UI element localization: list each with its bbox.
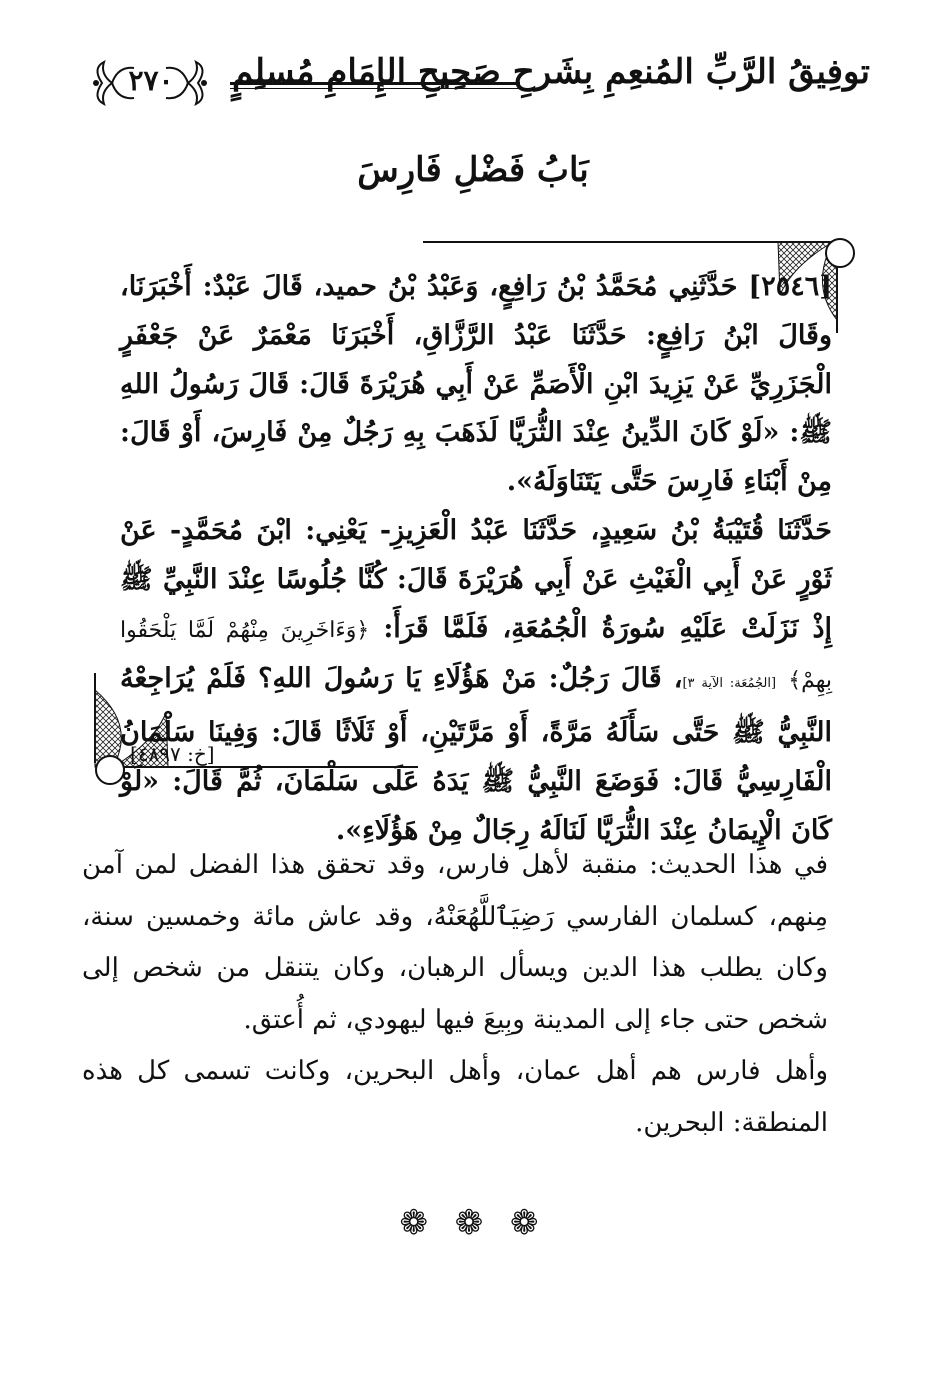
hadith-paragraph-1: [٢٥٤٦] حَدَّثَنِي مُحَمَّدُ بْنُ رَافِعٍ، وَعَبْدُ بْنُ حميد، قَالَ عَبْدٌ: أَخْبَرَنَا، وقَالَ ابْنُ رَافِعٍ: حَدَّثَنَا عَبْدُ الرَّزَّاقِ، أَخْبَرَنَا مَعْمَرٌ عَنْ جَعْفَرٍ الْجَزَرِيِّ عَنْ يَزِيدَ ابْنِ الْأَصَمِّ عَنْ أَبِي هُرَيْرَةَ قَالَ: قَالَ رَسُولُ اللهِ ﷺ: «لَوْ كَانَ الدِّينُ عِنْدَ الثُّرَيَّا لَذَهَبَ بِهِ رَجُلٌ مِنْ فَارِسَ، أَوْ قَالَ: مِنْ أَبْنَاءِ فَارِسَ حَتَّى يَتَنَاوَلَهُ». xyxy=(120,271,832,498)
hadith-paragraph-2 xyxy=(120,507,832,856)
commentary-paragraph-2: وأهل فارس هم أهل عمان، وأهل البحرين، وكانت تسمى كل هذه المنطقة: البحرين. xyxy=(82,1056,828,1138)
hadith-text xyxy=(120,263,832,856)
hadith-paragraph-2b: ، قَالَ رَجُلٌ: مَنْ هَؤُلَاءِ يَا رَسُولَ اللهِ؟ فَلَمْ يُرَاجِعْهُ النَّبِيُّ ﷺ حَتَّى سَأَلَهُ مَرَّةً، أَوْ مَرَّتَيْنِ، أَوْ ثَلَاثًا قَالَ: وَفِينَا سَلْمَانُ الْفَارِسِيُّ قَالَ: فَوَضَعَ النَّبِيُّ ﷺ يَدَهُ عَلَى سَلْمَانَ، ثُمَّ قَالَ: «لَوْ كَانَ الْإِيمَانُ عِنْدَ الثُّرَيَّا لَنَالَهُ رِجَالٌ مِنْ هَؤُلَاءِ». xyxy=(120,663,832,846)
commentary-paragraph-1: في هذا الحديث: منقبة لأهل فارس، وقد تحقق هذا الفضل لمن آمن مِنهم، كسلمان الفارسي رَضِيَٱللَّهُعَنْهُ، وقد عاش مائة وخمسين سنة، وكان يطلب هذا الدين ويسأل الرهبان، وكان يتنقل من شخص إلى شخص حتى جاء إلى المدينة وبِيعَ فيها ليهودي، ثم أُعتق. xyxy=(82,850,828,1035)
hadith-paragraph-2a: حَدَّثَنَا قُتَيْبَةُ بْنُ سَعِيدٍ، حَدَّثَنَا عَبْدُ الْعَزِيزِ- يَعْنِي: ابْنَ مُحَمَّدٍ- عَنْ ثَوْرٍ عَنْ أَبِي الْغَيْثِ عَنْ أَبِي هُرَيْرَةَ قَالَ: كُنَّا جُلُوسًا عِنْدَ النَّبِيِّ ﷺ إِذْ نَزَلَتْ عَلَيْهِ سُورَةُ الْجُمُعَةِ، فَلَمَّا قَرَأَ: xyxy=(120,514,832,644)
commentary xyxy=(82,840,828,1149)
sura-reference: [الجُمُعَة: الآية ٣] xyxy=(682,676,777,692)
bukhari-reference: [خ: ٤٨٩٧] xyxy=(130,742,215,766)
chapter-title: بَابُ فَضْلِ فَارِسَ xyxy=(357,150,589,190)
quran-verse: ﴿وَءَاخَرِينَ مِنْهُمْ لَمَّا يَلْحَقُوا بِهِمْ﴾ xyxy=(120,617,832,694)
book-title: توفِيقُ الرَّبِّ المُنعِمِ بِشَرحِ صَحِيحِ الإِمَامِ مُسلِمٍ xyxy=(232,52,870,92)
page-number: ٢٧٠ xyxy=(128,64,174,97)
page-header xyxy=(80,48,870,118)
section-end-ornament: ❁ ❁ ❁ xyxy=(399,1203,547,1243)
